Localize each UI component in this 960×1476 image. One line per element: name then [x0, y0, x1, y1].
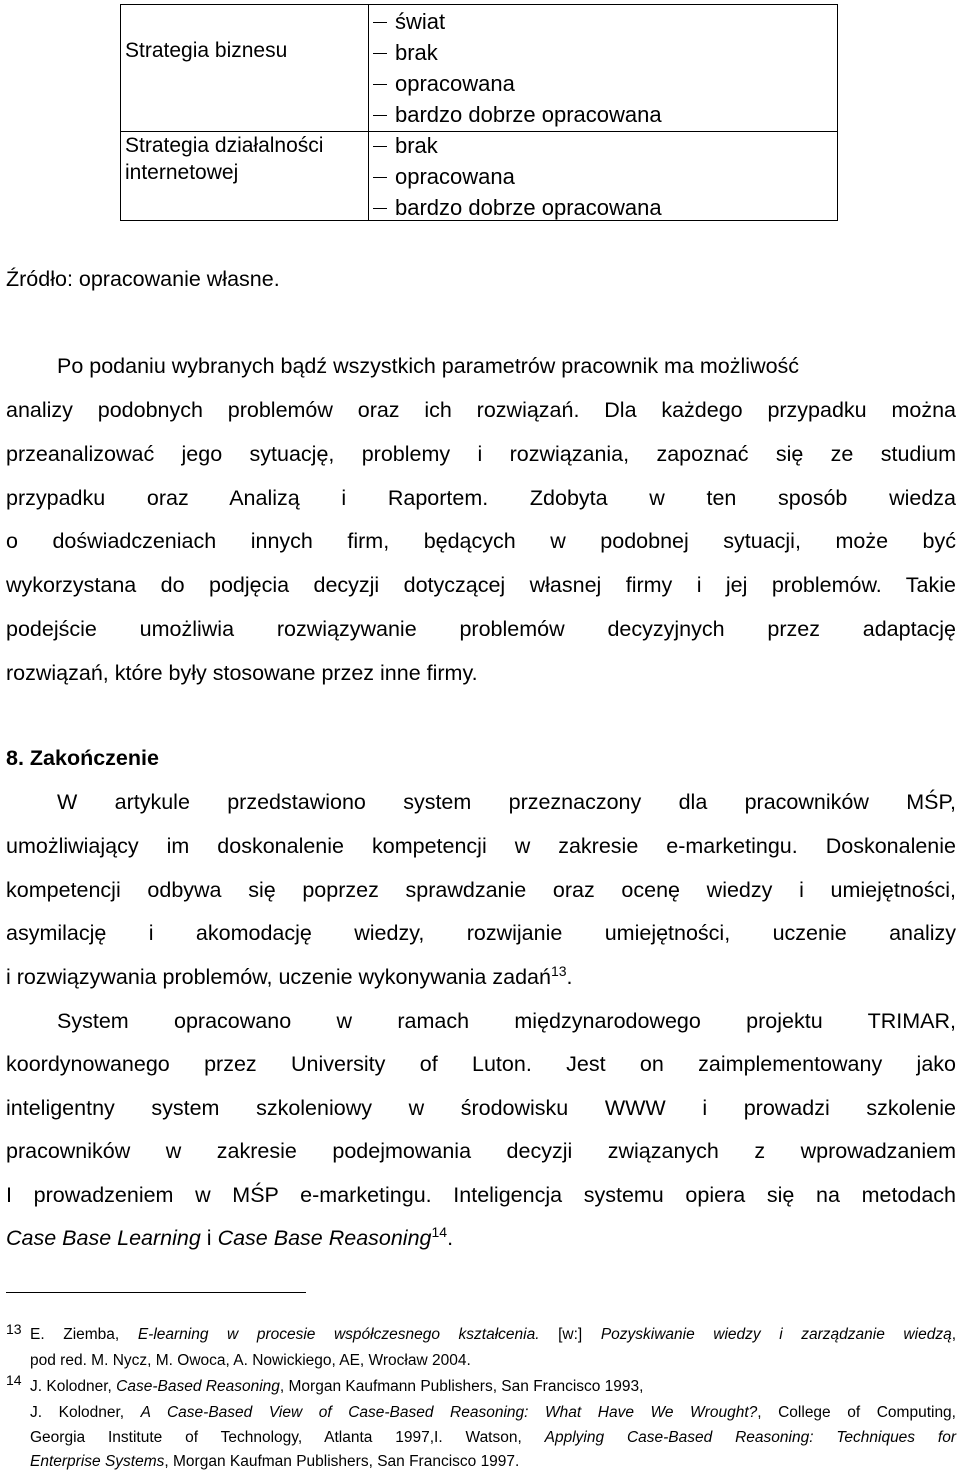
- para2-line: i rozwiązywania problemów, uczenie wykonywania zadań$^{13}$.: [6, 962, 573, 989]
- option-item[interactable]: opracowana: [373, 164, 515, 190]
- footnote-14-line: Georgia Institute of Technology, Atlanta 1997,I. Watson, Applying Case-Based Reasoning: Techniques for: [30, 1429, 956, 1446]
- option-item[interactable]: brak: [373, 40, 438, 66]
- para2-line: asymilację i akomodację wiedzy, rozwijanie umiejętności, uczenie analizy: [6, 921, 956, 945]
- para3-line: koordynowanego przez University of Luton. Jest on zaimplementowany jako: [6, 1052, 956, 1076]
- dash-icon: [373, 53, 387, 54]
- para1-line: rozwiązań, które były stosowane przez inne firmy.: [6, 661, 478, 685]
- option-item[interactable]: świat: [373, 9, 445, 35]
- row-label-internet-strategy: Strategia działalności internetowej: [125, 134, 324, 184]
- para3-line: pracowników w zakresie podejmowania decyzji związanych z wprowadzaniem: [6, 1139, 956, 1163]
- option-item[interactable]: brak: [373, 133, 438, 159]
- footnote-separator: [6, 1292, 306, 1293]
- para1-line: podejście umożliwia rozwiązywanie problemów decyzyjnych przez adaptację: [6, 617, 956, 641]
- footnote-14-line: J. Kolodner, A Case-Based View of Case-Based Reasoning: What Have We Wrought?, College of Computing,: [30, 1404, 956, 1421]
- dash-icon: [373, 115, 387, 116]
- footnote-number: 14: [6, 1372, 22, 1388]
- dash-icon: [373, 177, 387, 178]
- row-label-business-strategy: Strategia biznesu: [125, 39, 288, 62]
- parameters-table: [120, 4, 838, 221]
- table-source: Źródło: opracowanie własne.: [6, 267, 280, 291]
- table-column-divider: [368, 5, 369, 220]
- footnote-14-line: Enterprise Systems, Morgan Kaufman Publishers, San Francisco 1997.: [30, 1453, 520, 1470]
- para1-line: przeanalizować jego sytuację, problemy i rozwiązania, zapoznać się ze studium: [6, 442, 956, 466]
- dash-icon: [373, 146, 387, 147]
- para2-line: kompetencji odbywa się poprzez sprawdzanie oraz ocenę wiedzy i umiejętności,: [6, 878, 956, 902]
- footnote-13-line: pod red. M. Nycz, M. Owoca, A. Nowickiego, AE, Wrocław 2004.: [30, 1352, 471, 1369]
- para3-line: System opracowano w ramach międzynarodowego projektu TRIMAR,: [57, 1009, 956, 1033]
- para2-line: umożliwiający im doskonalenie kompetencji w zakresie e-marketingu. Doskonalenie: [6, 834, 956, 858]
- dash-icon: [373, 208, 387, 209]
- footnote-13-line: E. Ziemba, E-learning w procesie współczesnego kształcenia. [w:] Pozyskiwanie wiedzy i zarządzanie wiedzą,: [30, 1326, 956, 1343]
- para1-line: Po podaniu wybranych bądź wszystkich parametrów pracownik ma możliwość: [57, 354, 800, 378]
- para3-line: inteligentny system szkoleniowy w środowisku WWW i prowadzi szkolenie: [6, 1096, 956, 1120]
- para1-line: wykorzystana do podjęcia decyzji dotyczącej własnej firmy i jej problemów. Takie: [6, 573, 956, 597]
- option-item[interactable]: opracowana: [373, 71, 515, 97]
- footnote-ref-13[interactable]: 13: [550, 962, 567, 979]
- para1-line: analizy podobnych problemów oraz ich rozwiązań. Dla każdego przypadku można: [6, 398, 956, 422]
- dash-icon: [373, 22, 387, 23]
- option-item[interactable]: bardzo dobrze opracowana: [373, 195, 662, 221]
- footnote-ref-14[interactable]: 14: [431, 1223, 448, 1240]
- para1-line: przypadku oraz Analizą i Raportem. Zdobyta w ten sposób wiedza: [6, 486, 956, 510]
- para3-line: Case Base Learning i Case Base Reasoning$^{14}$.: [6, 1223, 454, 1250]
- dash-icon: [373, 84, 387, 85]
- para3-line: I prowadzeniem w MŚP e-marketingu. Inteligencja systemu opiera się na metodach: [6, 1183, 956, 1207]
- para2-line: W artykule przedstawiono system przeznaczony dla pracowników MŚP,: [57, 790, 956, 814]
- option-item[interactable]: bardzo dobrze opracowana: [373, 102, 662, 128]
- para1-line: o doświadczeniach innych firm, będących w podobnej sytuacji, może być: [6, 529, 956, 553]
- footnote-number: 13: [6, 1321, 22, 1337]
- section-heading: 8. Zakończenie: [6, 746, 159, 770]
- footnote-14-line: J. Kolodner, Case-Based Reasoning, Morgan Kaufmann Publishers, San Francisco 1993,: [30, 1378, 644, 1395]
